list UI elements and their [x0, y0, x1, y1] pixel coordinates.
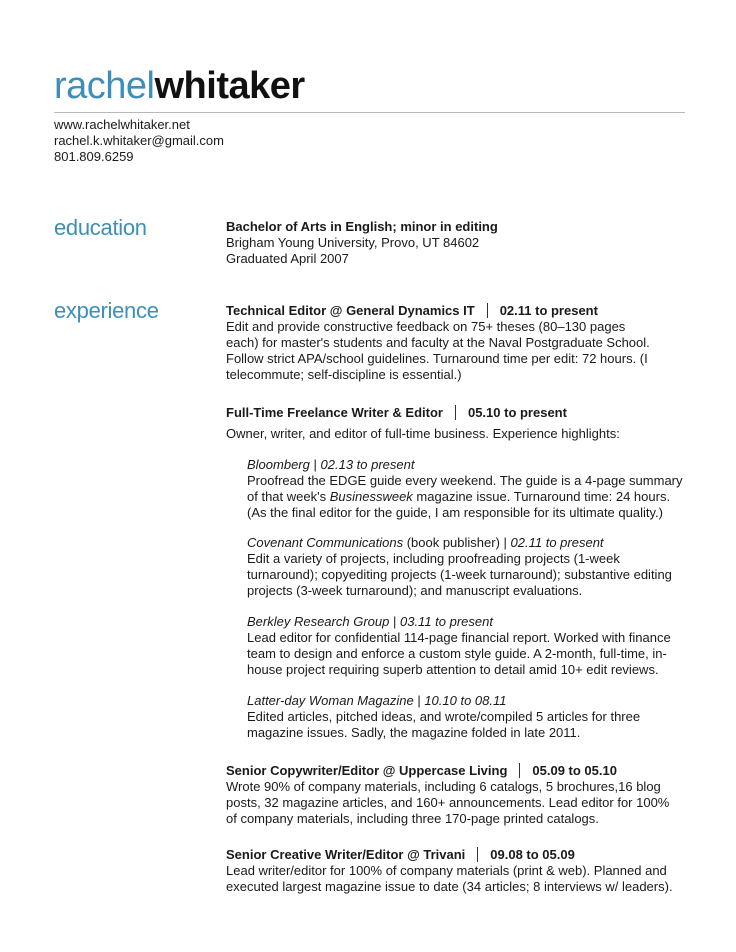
candidate-name — [54, 62, 305, 110]
client-entry — [247, 535, 702, 599]
title-separator — [477, 847, 478, 862]
job-description-line: Follow strict APA/school guidelines. Turnaround time per edit: 72 hours. (I — [226, 351, 648, 366]
job-dates: 02.11 to present — [499, 303, 598, 318]
client-description-line: (As the final editor for the guide, I am responsible for its ultimate quality.) — [247, 505, 663, 520]
job-description-line: each) for master's students and faculty at the Naval Postgraduate School. — [226, 335, 650, 350]
degree: Bachelor of Arts in English; minor in editing — [226, 219, 498, 234]
client-description-line: turnaround); copyediting projects (1-week turnaround); substantive editing — [247, 567, 672, 582]
client-description-line: Lead editor for confidential 114-page financial report. Worked with finance — [247, 630, 671, 645]
job-dates: 09.08 to 05.09 — [490, 847, 575, 862]
job-description-line: Owner, writer, and editor of full-time business. Experience highlights: — [226, 426, 620, 441]
client-header — [247, 693, 702, 709]
job-title-line — [226, 405, 696, 421]
header-divider — [54, 112, 685, 113]
job-description-line: Lead writer/editor for 100% of company materials (print & web). Planned and — [226, 863, 667, 878]
client-name: Latter-day Woman Magazine — [247, 693, 414, 708]
client-header — [247, 457, 702, 473]
job-description-line: Wrote 90% of company materials, including 6 catalogs, 5 brochures,16 blog — [226, 779, 661, 794]
education-heading: education — [54, 215, 147, 240]
last-name: whitaker — [154, 65, 305, 107]
client-description-line: Edit a variety of projects, including proofreading projects (1-week — [247, 551, 620, 566]
school: Brigham Young University, Provo, UT 84602 — [226, 235, 480, 250]
job-title: Technical Editor @ General Dynamics IT — [226, 303, 475, 318]
job-description-line: executed largest magazine issue to date (34 articles; 8 interviews w/ leaders). — [226, 879, 673, 894]
job-entry — [226, 303, 696, 383]
title-separator — [487, 303, 488, 318]
job-description-line: Edit and provide constructive feedback on 75+ theses (80–130 pages — [226, 319, 626, 334]
contact-block — [54, 117, 224, 165]
client-note: (book publisher) — [403, 535, 500, 550]
job-entry — [226, 405, 696, 442]
client-description-text: of that week's — [247, 489, 330, 504]
job-dates: 05.09 to 05.10 — [532, 763, 617, 778]
publication-title: Businessweek — [329, 489, 413, 504]
client-dates: 02.13 to present — [320, 457, 415, 472]
education-block — [226, 219, 696, 267]
client-name: Bloomberg — [247, 457, 310, 472]
job-title-line — [226, 303, 696, 319]
title-separator — [455, 405, 456, 420]
client-description-line — [247, 489, 702, 505]
email-link[interactable]: rachel.k.whitaker@gmail.com — [54, 133, 224, 148]
client-entry — [247, 614, 702, 678]
client-separator: | — [392, 614, 397, 629]
job-title: Senior Copywriter/Editor @ Uppercase Living — [226, 763, 508, 778]
client-description-line: magazine issues. Sadly, the magazine folded in late 2011. — [247, 725, 581, 740]
job-description-line: of company materials, including three 170-page printed catalogs. — [226, 811, 599, 826]
job-title-line — [226, 847, 696, 863]
job-title: Full-Time Freelance Writer & Editor — [226, 405, 443, 420]
client-name: Berkley Research Group — [247, 614, 390, 629]
client-separator: | — [313, 457, 317, 472]
client-description-line: Edited articles, pitched ideas, and wrote/compiled 5 articles for three — [247, 709, 641, 724]
client-name: Covenant Communications — [247, 535, 404, 550]
job-description-line: telecommute; self-discipline is essential.) — [226, 367, 462, 382]
first-name: rachel — [54, 65, 155, 107]
client-header — [247, 535, 702, 551]
client-header — [247, 614, 702, 630]
job-description-line: posts, 32 magazine articles, and 160+ announcements. Lead editor for 100% — [226, 795, 670, 810]
client-description-line: house project requiring superb attention to detail amid 10+ edit reviews. — [247, 662, 659, 677]
client-dates: 02.11 to present — [510, 535, 604, 550]
job-title: Senior Creative Writer/Editor @ Trivani — [226, 847, 466, 862]
client-description-line: Proofread the EDGE guide every weekend. The guide is a 4-page summary — [247, 473, 683, 488]
client-dates: 10.10 to 08.11 — [424, 693, 507, 708]
job-entry — [226, 847, 696, 895]
client-separator: | — [417, 693, 421, 708]
client-dates: 03.11 to present — [399, 614, 493, 629]
graduation-date: Graduated April 2007 — [226, 251, 349, 266]
client-description-line: projects (3-week turnaround); and manuscript evaluations. — [247, 583, 583, 598]
client-entry — [247, 693, 702, 741]
client-description-text: magazine issue. Turnaround time: 24 hours. — [412, 489, 671, 504]
client-separator: | — [503, 535, 507, 550]
title-separator — [519, 763, 520, 778]
website-link[interactable]: www.rachelwhitaker.net — [54, 117, 190, 132]
job-entry — [226, 763, 696, 827]
client-entry — [247, 457, 702, 521]
experience-heading: experience — [54, 298, 159, 323]
job-title-line — [226, 763, 696, 779]
client-description-line: team to design and enforce a custom style guide. A 2-month, full-time, in- — [247, 646, 667, 661]
phone-number: 801.809.6259 — [54, 149, 134, 164]
job-dates: 05.10 to present — [467, 405, 567, 420]
